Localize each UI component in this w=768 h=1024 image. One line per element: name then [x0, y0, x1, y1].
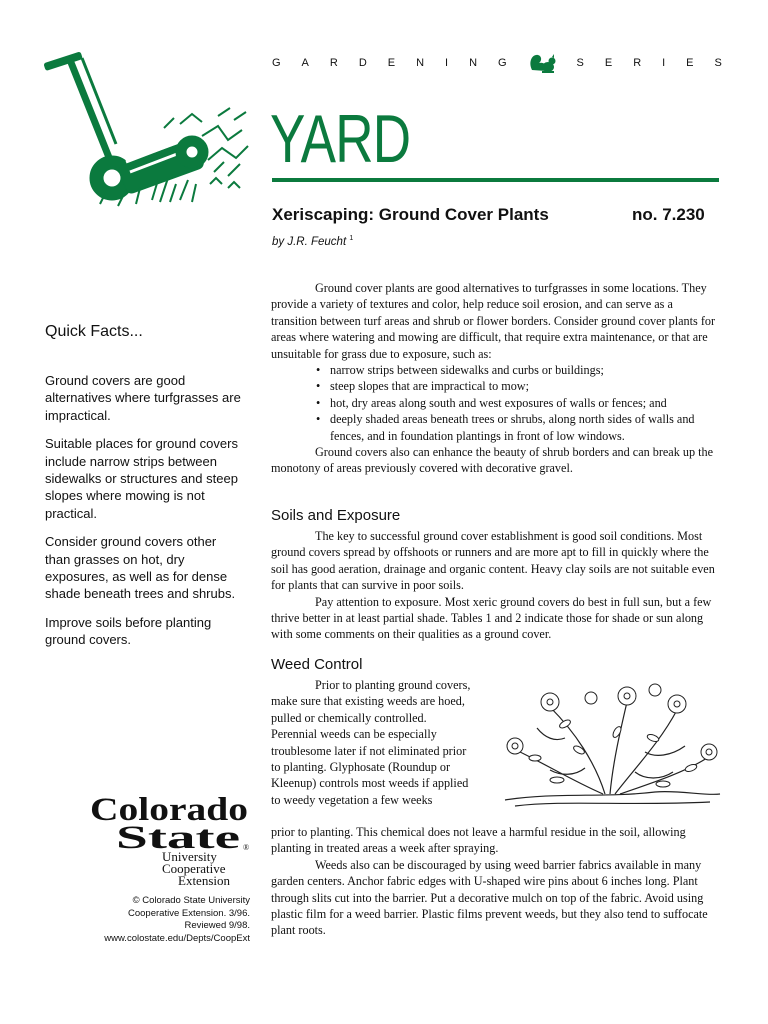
- squirrel-icon: [528, 52, 556, 74]
- document-title: Xeriscaping: Ground Cover Plants: [272, 205, 549, 224]
- bullet-item: • narrow strips between sidewalks and curbs or buildings;: [271, 362, 721, 378]
- series-letter: G: [498, 57, 507, 69]
- series-letter: A: [301, 57, 309, 69]
- series-letter: I: [445, 57, 449, 69]
- paragraph: Ground cover plants are good alternatives to turfgrasses in some locations. They provide a variety of textures and color, help reduce soil erosion, and can serve as a transition between turf areas and shrub or flower borders. Consider ground cover plants for areas where watering and mowing are difficult, that require extra maintenance, or that are unsuitable for grass due to exposure, such as:: [271, 281, 716, 361]
- paragraph-continued: prior to planting. This chemical does not leave a harmful residue in the soil, allowing planting in treated areas a week after spraying.: [271, 825, 686, 856]
- series-letter: R: [329, 57, 338, 69]
- series-letter: D: [358, 57, 367, 69]
- series-letter: N: [416, 57, 425, 69]
- footnote-marker: 1: [349, 235, 354, 242]
- series-letter: E: [604, 57, 613, 69]
- byline: [272, 235, 353, 248]
- quick-fact: Suitable places for ground covers include narrow strips between sidewalks or structures and steep slopes where mowing is not practical.: [45, 436, 238, 521]
- quick-fact: Consider ground covers other than grasses on hot, dry exposures, as well as for dense shade beneath trees and shrubs.: [45, 534, 236, 602]
- logo-line: University: [162, 849, 217, 864]
- series-letter: G: [272, 57, 281, 69]
- quick-fact: Ground covers are good alternatives where turfgrasses are impractical.: [45, 373, 241, 423]
- soils-section: [271, 528, 721, 643]
- logo-registered: ®: [243, 843, 250, 852]
- series-letter: E: [686, 57, 694, 69]
- bullet-list: [271, 362, 721, 444]
- series-letter: I: [662, 57, 666, 69]
- series-letter: S: [576, 57, 584, 69]
- logo-line: Extension: [178, 873, 230, 888]
- copyright-notice: [90, 895, 250, 945]
- category-title: YARD: [270, 101, 411, 177]
- bullet-item: • hot, dry areas along south and west exposures of walls or fences; and: [271, 395, 721, 411]
- intro-section: [271, 280, 721, 477]
- colorado-state-logo: [90, 792, 260, 892]
- gardening-series-label: [272, 55, 722, 71]
- paragraph: Weeds also can be discouraged by using weed barrier fabrics available in many garden centers. Anchor fabric edges with U-shaped wire pins about 6 inches long. Plant through slits cut into the barrier. Put a decorative mulch on top of the fabric. Avoid using plastic film for a weed barrier. Plastic films prevent weeds, but they also tend to suffocate plant roots.: [271, 857, 708, 938]
- bullet-item: • steep slopes that are impractical to mow;: [271, 378, 721, 394]
- logo-line: State: [116, 820, 240, 856]
- website-url: www.colostate.edu/Depts/CoopExt: [104, 932, 250, 944]
- copyright-line: Reviewed 9/98.: [184, 920, 250, 931]
- ground-cover-plant-illustration: [495, 672, 725, 812]
- weed-section-full: [271, 824, 721, 939]
- section-heading-soils: Soils and Exposure: [271, 507, 401, 524]
- logo-line: Cooperative: [162, 861, 226, 876]
- quick-facts-heading: Quick Facts...: [45, 323, 143, 340]
- logo-line: Colorado: [90, 792, 248, 828]
- paragraph: Pay attention to exposure. Most xeric ground covers do best in full sun, but a few thrive better in at least partial shade. Tables 1 and 2 indicate those for shade or sun along with some comments on their qualities as a ground cover.: [271, 594, 712, 642]
- series-letter: R: [633, 57, 642, 69]
- copyright-line: © Colorado State University: [132, 895, 250, 906]
- weed-section-narrow: [271, 677, 471, 808]
- document-number: no. 7.230: [632, 205, 705, 224]
- series-letter: E: [387, 57, 396, 69]
- lawn-mower-illustration: [42, 44, 252, 210]
- copyright-line: Cooperative Extension. 3/96.: [128, 907, 250, 919]
- paragraph: Prior to planting ground covers, make sure that existing weeds are hoed, pulled or chemically controlled. Perennial weeds can be especially troublesome later if not eliminated prior to planting. Glyphosate (Roundup or Kleenup) controls most weeds if applied to weedy vegetation a few weeks: [271, 678, 471, 807]
- quick-fact: Improve soils before planting ground covers.: [45, 614, 212, 648]
- series-letter: S: [714, 57, 722, 69]
- author: by J.R. Feucht: [272, 235, 347, 248]
- section-heading-weed-control: Weed Control: [271, 656, 363, 673]
- series-letter: N: [469, 57, 478, 69]
- quick-facts-list: [45, 372, 245, 660]
- paragraph: Ground covers also can enhance the beauty of shrub borders and can break up the monotony of areas previously covered with decorative gravel.: [271, 445, 713, 476]
- bullet-item: • deeply shaded areas beneath trees or shrubs, along north sides of walls and fences, and in foundation plantings in front of low windows.: [271, 411, 721, 444]
- title-divider: [272, 178, 719, 182]
- paragraph: The key to successful ground cover establishment is good soil conditions. Most ground covers spread by offshoots or runners and are more apt to fill in quickly where the soil has good aeration, drainage and organic content. Heavy clay soils are not suitable even for plants that can survive in poor soils.: [271, 529, 715, 593]
